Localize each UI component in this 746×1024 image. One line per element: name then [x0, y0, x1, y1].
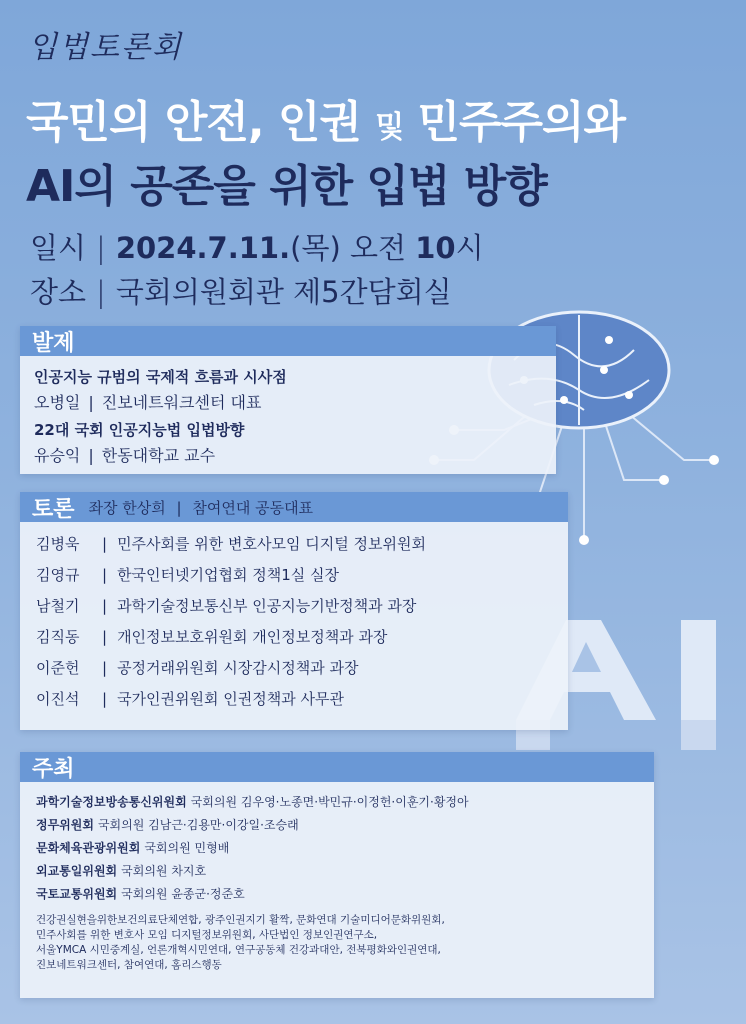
panelist-list	[20, 522, 568, 720]
committee-name: 과학기술정보방송통신위원회	[36, 795, 187, 809]
committee-name: 외교통일위원회	[36, 864, 118, 878]
panelist-role: 개인정보보호위원회 개인정보정책과 과장	[117, 628, 388, 646]
presenter-name: 오병일	[34, 393, 81, 412]
divider: |	[96, 275, 106, 309]
event-place	[30, 270, 452, 311]
presentation-topic: 인공지능 규범의 국제적 흐름과 시사점	[34, 368, 287, 386]
committee-members: 국회의원 민형배	[144, 841, 230, 855]
panelist-role: 민주사회를 위한 변호사모임 디지털 정보위원회	[117, 535, 426, 553]
divider: |	[102, 534, 108, 553]
main-title-line2: AI의 공존을 위한 입법 방향	[26, 161, 547, 212]
panelist-row	[36, 590, 552, 621]
event-type-script-title: 입법토론회	[28, 30, 183, 65]
host-section	[20, 752, 654, 998]
chair-name: 좌장 한상희	[88, 498, 166, 517]
host-heading: 주최	[20, 752, 654, 782]
panelist-row	[36, 528, 552, 559]
divider: |	[102, 627, 108, 646]
host-committee-row	[36, 859, 638, 882]
date-label: 일시	[30, 231, 87, 265]
main-title-line1	[26, 86, 625, 150]
host-committee-row	[36, 813, 638, 836]
panelist-role: 한국인터넷기업협회 정책1실 실장	[117, 566, 340, 584]
committee-members: 국회의원 김남근·김용만·이강일·조승래	[97, 818, 299, 832]
presentation-body	[20, 356, 556, 480]
panelist-row	[36, 559, 552, 590]
panelist-row	[36, 652, 552, 683]
presentation-topic: 22대 국회 인공지능법 입법방향	[34, 421, 245, 439]
partner-line: 서울YMCA 시민중계실, 언론개혁시민연대, 연구공동체 건강과대안, 전북평화와인권연대,	[36, 944, 441, 956]
committee-name: 국토교통위원회	[36, 887, 118, 901]
discussion-heading: 토론	[32, 496, 75, 522]
divider: |	[102, 565, 108, 584]
panelist-role: 공정거래위원회 시장감시정책과 과장	[117, 659, 359, 677]
divider: |	[88, 446, 94, 465]
presenter-role: 진보네트워크센터 대표	[101, 393, 262, 412]
presenter	[34, 443, 542, 466]
title-line1-small: 및	[375, 110, 404, 145]
panelist-name: 김직동	[36, 628, 80, 646]
presenter-role: 한동대학교 교수	[101, 446, 216, 465]
divider: |	[88, 393, 94, 412]
panelist-name: 김병욱	[36, 535, 80, 553]
committee-members: 국회의원 차지호	[121, 864, 207, 878]
discussion-chair	[89, 497, 314, 518]
committee-members: 국회의원 윤종군·정준호	[121, 887, 245, 901]
event-date	[30, 226, 484, 267]
discussion-section	[20, 492, 568, 730]
panelist-name: 김영규	[36, 566, 80, 584]
divider: |	[176, 498, 182, 517]
divider: |	[102, 596, 108, 615]
committee-name: 문화체육관광위원회	[36, 841, 141, 855]
host-committee-row	[36, 790, 638, 813]
panelist-row	[36, 621, 552, 652]
discussion-heading-bar	[20, 492, 568, 522]
presenter-name: 유승익	[34, 446, 81, 465]
panelist-role: 과학기술정보통신부 인공지능기반정책과 과장	[117, 597, 417, 615]
partner-line: 민주사회를 위한 변호사 모임 디지털정보위원회, 사단법인 정보인권연구소,	[36, 929, 378, 941]
date-value: 2024.7.11.	[115, 231, 291, 265]
panelist-name: 이준헌	[36, 659, 80, 677]
partner-line: 건강권실현을위한보건의료단체연합, 광주인권지기 활짝, 문화연대 기술미디어문화위원회,	[36, 914, 445, 926]
title-line1-part1: 국민의 안전, 인권	[26, 97, 376, 148]
panelist-name: 이진석	[36, 690, 80, 708]
partner-organizations	[36, 913, 638, 973]
divider: |	[102, 689, 108, 708]
committee-members: 국회의원 김우영·노종면·박민규·이정헌·이훈기·황정아	[190, 795, 469, 809]
date-day: (목)	[290, 231, 341, 265]
date-time-suffix: 시	[455, 231, 484, 265]
presenter	[34, 390, 542, 413]
panelist-role: 국가인권위원회 인권정책과 사무관	[117, 690, 344, 708]
chair-role: 참여연대 공동대표	[192, 498, 314, 517]
host-committee-row	[36, 836, 638, 859]
date-time-hour: 10	[415, 231, 456, 265]
presentation-heading: 발제	[20, 326, 556, 356]
host-body	[20, 782, 654, 981]
partner-line: 진보네트워크센터, 참여연대, 홈리스행동	[36, 959, 222, 971]
divider: |	[96, 231, 106, 265]
date-time-prefix: 오전	[350, 231, 407, 265]
panelist-row	[36, 683, 552, 714]
title-line1-part2: 민주주의와	[403, 97, 626, 148]
committee-name: 정무위원회	[36, 818, 94, 832]
place-value: 국회의원회관 제5간담회실	[115, 275, 452, 309]
panelist-name: 남철기	[36, 597, 80, 615]
host-committee-row	[36, 882, 638, 905]
divider: |	[102, 658, 108, 677]
place-label: 장소	[30, 275, 87, 309]
presentation-section	[20, 326, 556, 474]
